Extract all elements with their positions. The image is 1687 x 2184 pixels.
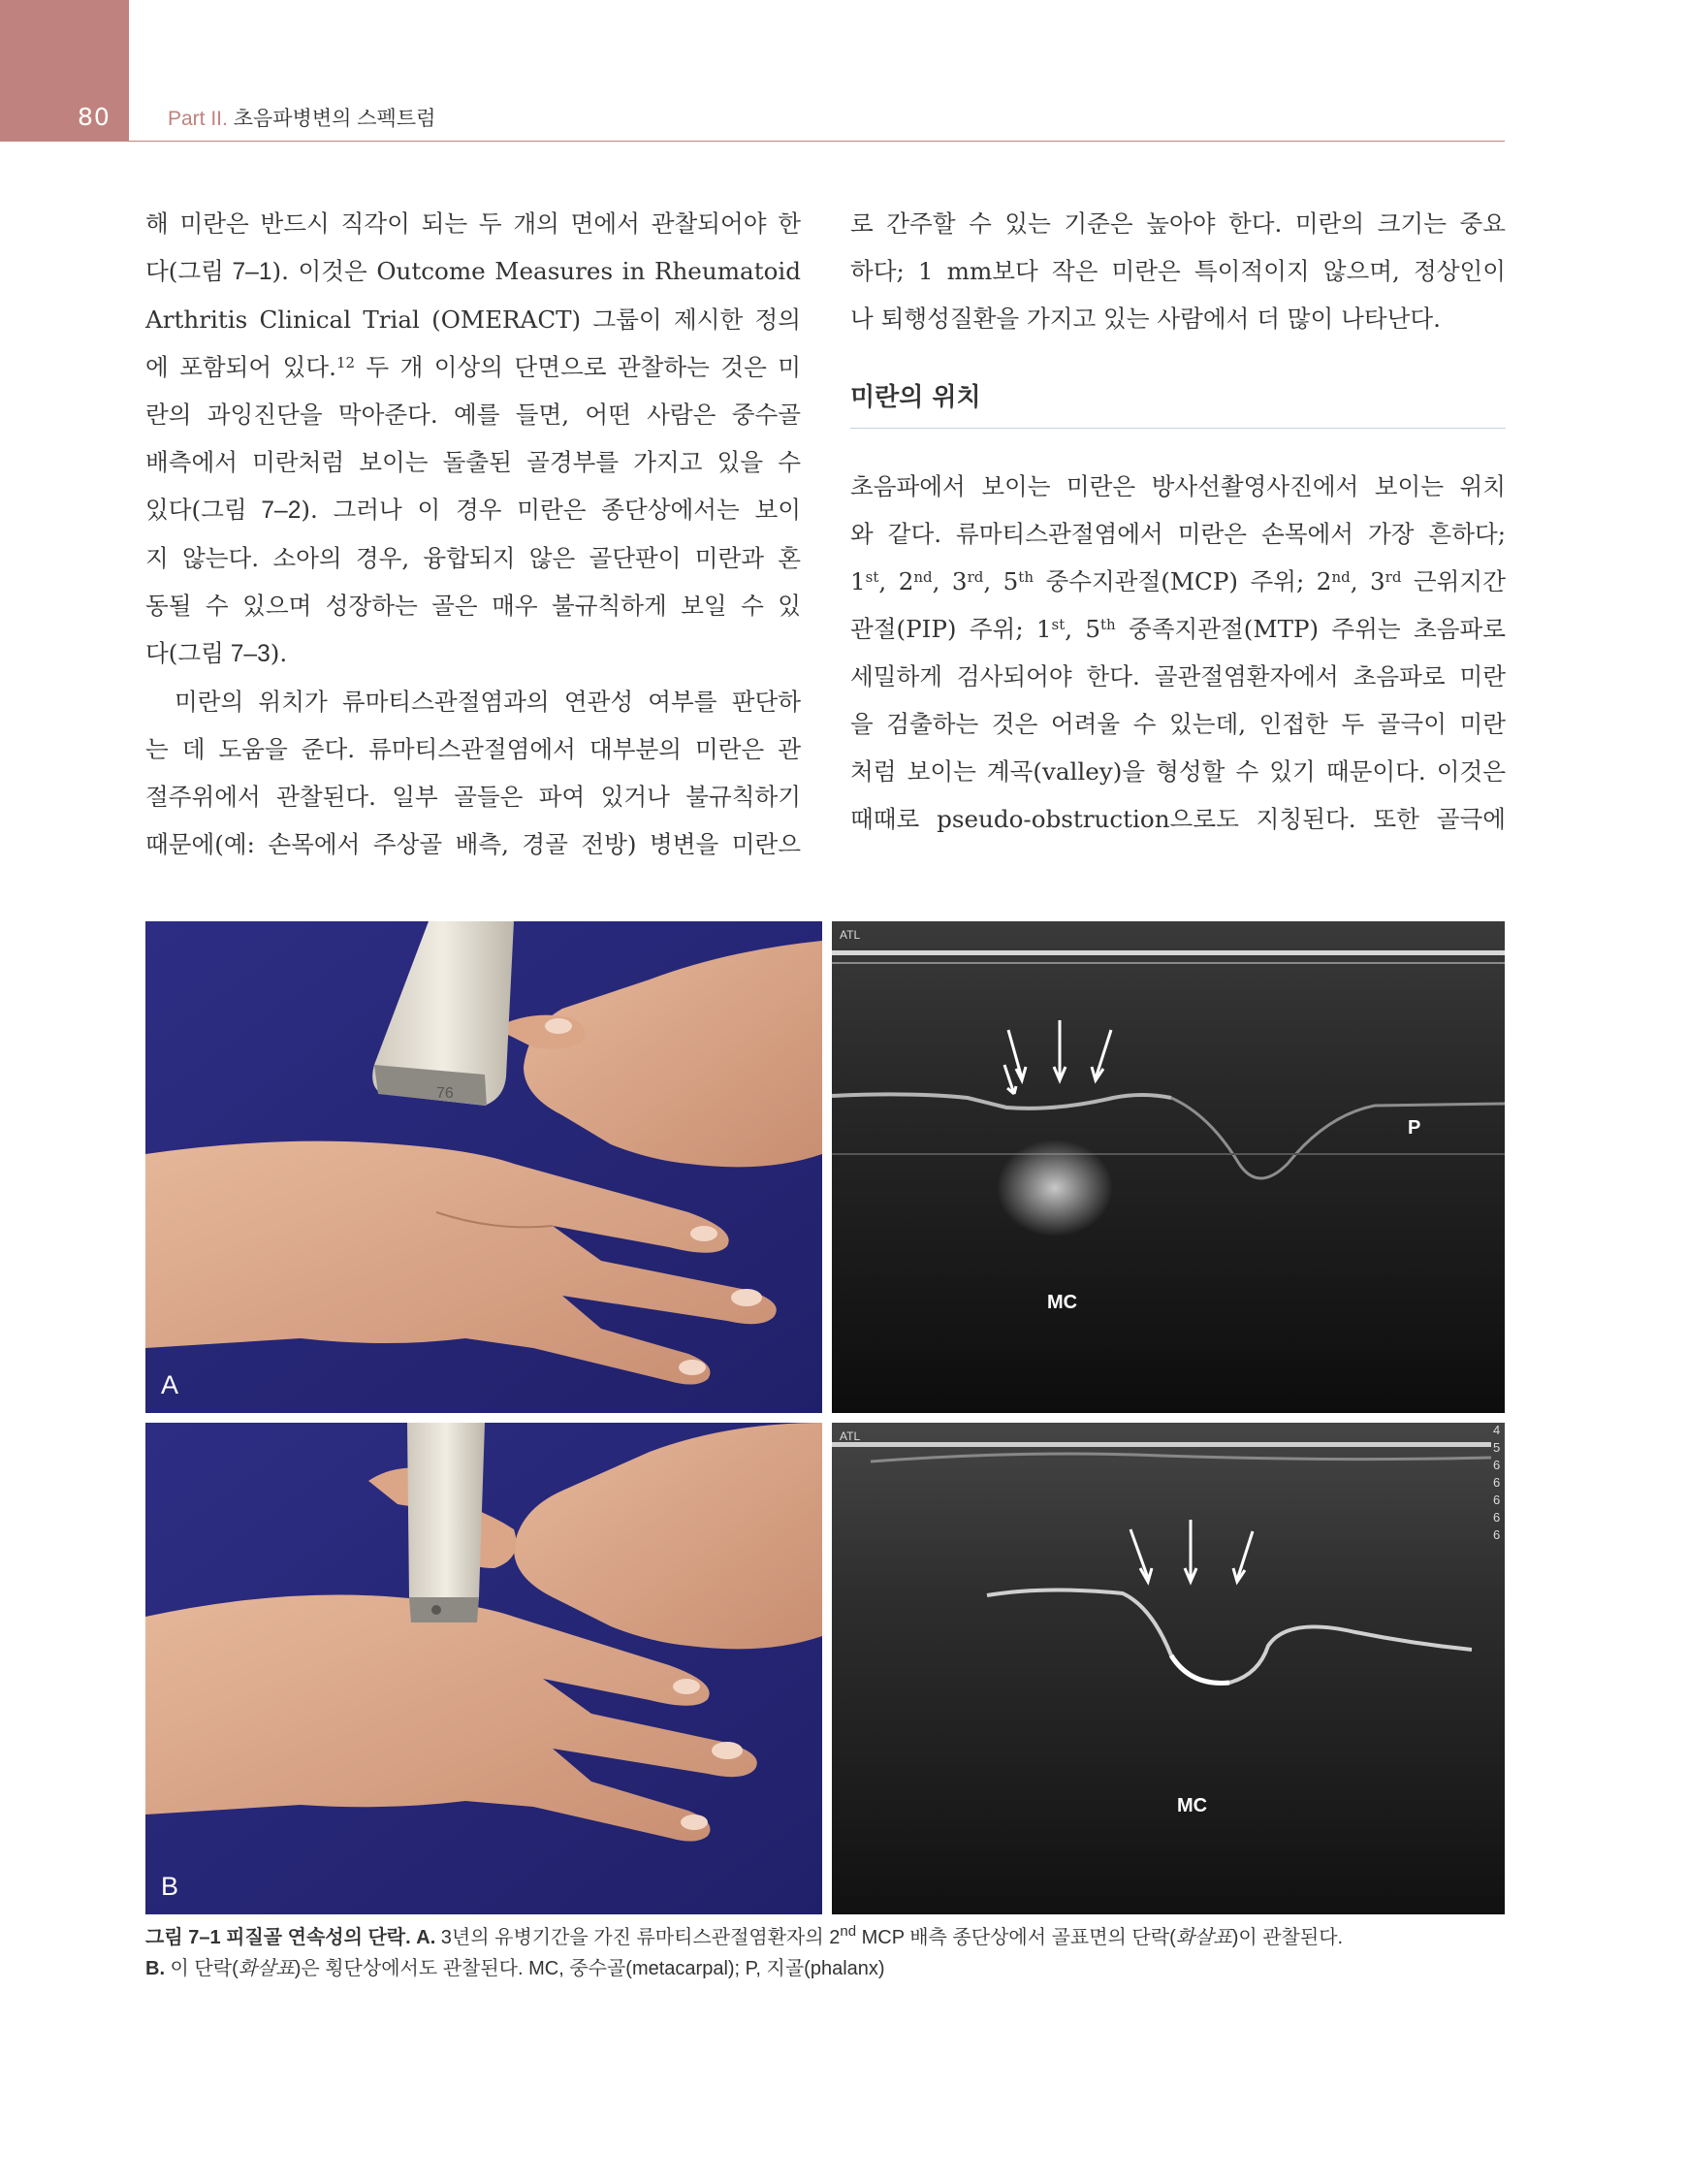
panel-label-b: B [161,1872,179,1901]
depth-scale [1493,1423,1500,1542]
caption-line: 그림 7–1 피질골 연속성의 단락. A. 3년의 유병기간을 가진 류마티스관절염환자의 2nd MCP 배측 종단상에서 골표면의 단락(화살표)이 관찰된다. [145,1923,1344,1948]
text-line: 지 않는다. 소아의 경우, 융합되지 않은 골단판이 미란과 혼 [145,544,801,572]
text-line: 세밀하게 검사되어야 한다. 골관절염환자에서 초음파로 미란 [850,662,1506,691]
text-line: 을 검출하는 것은 어려울 수 있는데, 인접한 두 골극이 미란 [850,710,1506,738]
text-line: 와 같다. 류마티스관절염에서 미란은 손목에서 가장 흔하다; [850,520,1506,548]
header-rule [129,141,1505,142]
text-line: 해 미란은 반드시 직각이 되는 두 개의 면에서 관찰되어야 한 [145,209,801,238]
text-line: 동될 수 있으며 성장하는 골은 매우 불규칙하게 보일 수 있 [145,592,801,620]
text-line: 는 데 도움을 준다. 류마티스관절염에서 대부분의 미란은 관 [145,735,801,763]
caption-line: B. 이 단락(화살표)은 횡단상에서도 관찰된다. MC, 중수골(metacarpal); P, 지골(phalanx) [145,1958,885,1979]
text-line: 미란의 위치가 류마티스관절염과의 연관성 여부를 판단하 [175,688,801,716]
text-line: Arthritis Clinical Trial (OMERACT) 그룹이 제시한 정의 [145,305,801,334]
text-line: 다(그림 7–3). [145,639,288,667]
section-heading: 미란의 위치 [850,374,1506,429]
svg-text:4: 4 [1493,1423,1501,1437]
ultrasound-corner-text: ATL [840,928,861,942]
text-line: 초음파에서 보이는 미란은 방사선촬영사진에서 보이는 위치 [850,472,1506,500]
svg-text:6: 6 [1493,1527,1501,1542]
figure-panel-a-photo [145,921,822,1413]
figure-ref[interactable]: 그림 7–1 [177,259,272,285]
svg-text:6: 6 [1493,1458,1501,1472]
text-line: 로 간주할 수 있는 기준은 높아야 한다. 미란의 크기는 중요 [850,209,1506,238]
running-head-chapter: 초음파병변의 스펙트럼 [233,108,436,130]
text-line: 배측에서 미란처럼 보이는 돌출된 골경부를 가지고 있을 수 [145,448,801,476]
text-line: 란의 과잉진단을 막아준다. 예를 들면, 어떤 사람은 중수골 [145,401,801,429]
probe-model-text: 76 [436,1085,454,1102]
text-line: 때문에(예: 손목에서 주상골 배측, 경골 전방) 병변을 미란으 [145,830,801,858]
text-line: 때때로 pseudo-obstruction으로도 지칭된다. 또한 골극에 [850,805,1506,833]
text-line: 하다; 1 mm보다 작은 미란은 특이적이지 않으며, 정상인이 [850,257,1506,285]
figure-ref[interactable]: 그림 7–3 [177,641,271,667]
running-head [168,103,435,132]
left-text-column [145,200,801,868]
page-number: 80 [78,103,111,131]
text-line: 처럼 보이는 계곡(valley)을 형성할 수 있기 때문이다. 이것은 [850,757,1506,786]
reference-superscript[interactable]: 12 [335,354,356,371]
svg-text:6: 6 [1493,1510,1501,1525]
svg-text:6: 6 [1493,1475,1501,1490]
text-line: 1st, 2nd, 3rd, 5th 중수지관절(MCP) 주위; 2nd, 3rd 근위지간 [850,567,1506,595]
text-line: 있다(그림 7–2). 그러나 이 경우 미란은 종단상에서는 보이 [145,496,801,524]
caption-label: 그림 7–1 피질골 연속성의 단락. [145,1927,411,1948]
figure-ref[interactable]: 그림 7–2 [201,498,302,524]
text-line: 에 포함되어 있다.$^{12}$ 두 개 이상의 단면으로 관찰하는 것은 미 [145,353,801,381]
figure-caption [145,1922,1505,1984]
svg-text:5: 5 [1493,1440,1501,1455]
ultrasound-corner-text: ATL [840,1429,861,1443]
figure-panel-b-ultrasound [832,1423,1505,1914]
figure-panel-b-photo [145,1423,822,1914]
text-line: 관절(PIP) 주위; 1st, 5th 중족지관절(MTP) 주위는 초음파로 [850,615,1506,643]
label-p: P [1408,1117,1421,1139]
text-line: 절주위에서 관찰된다. 일부 골들은 파여 있거나 불규칙하기 [145,783,801,811]
text-line: 다(그림 7–1). 이것은 Outcome Measures in Rheumatoid [145,257,801,285]
label-mc: MC [1047,1292,1078,1313]
figure-panel-a-ultrasound [832,921,1505,1413]
right-text-column [850,200,1506,843]
svg-text:6: 6 [1493,1493,1501,1507]
label-mc: MC [1177,1795,1208,1816]
panel-label-a: A [161,1370,179,1399]
text-line: 나 퇴행성질환을 가지고 있는 사람에서 더 많이 나타난다. [850,305,1441,333]
running-head-part: Part II. [168,108,228,130]
